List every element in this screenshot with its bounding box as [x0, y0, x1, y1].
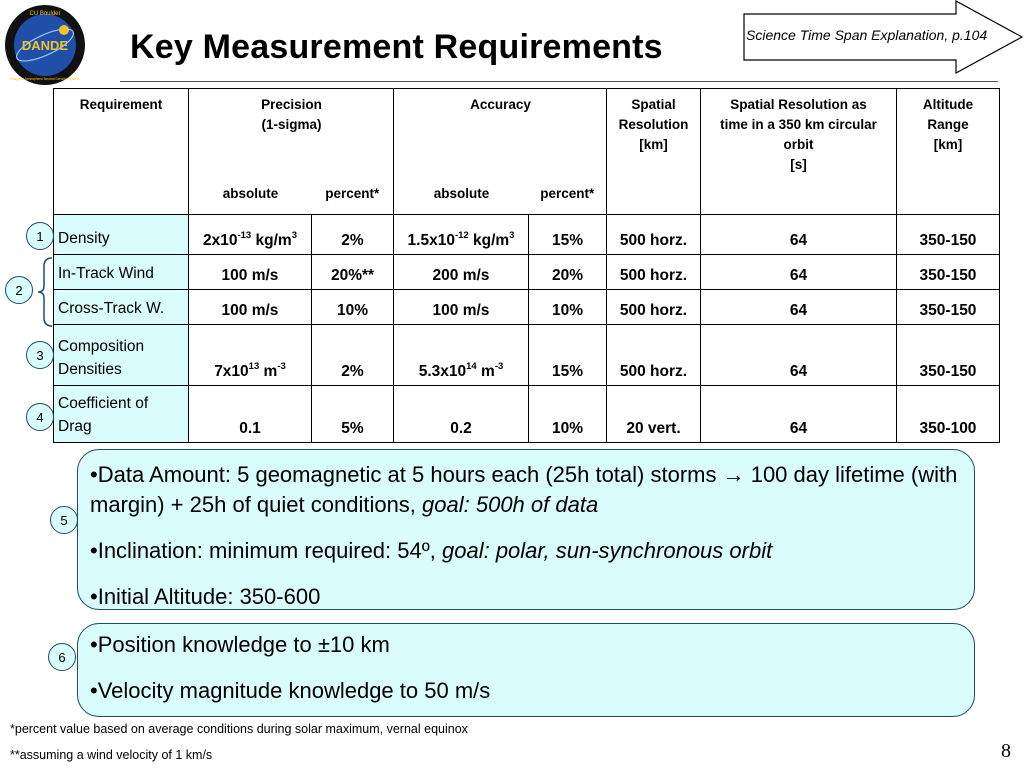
- header-time-line3: orbit: [783, 137, 814, 152]
- density-altitude: 350-150: [897, 215, 1000, 255]
- table-row: [54, 386, 1000, 443]
- drag-accuracy-percent: 10%: [529, 386, 607, 443]
- cross-track-precision-percent: 10%: [312, 290, 394, 325]
- header-accuracy-absolute: absolute: [433, 186, 490, 201]
- header-altitude-line3: [km]: [933, 137, 963, 152]
- bullet-velocity-knowledge: •Velocity magnitude knowledge to 50 m/s: [90, 678, 491, 703]
- composition-time: 64: [701, 325, 897, 386]
- table-row: [54, 215, 1000, 255]
- header-spatial-line3: [km]: [639, 137, 668, 152]
- row-label-drag-line2: Drag: [58, 418, 92, 435]
- number-badge-2: 2: [5, 276, 33, 304]
- number-badge-5: 5: [50, 506, 78, 534]
- cross-track-accuracy-percent: 10%: [529, 290, 607, 325]
- cross-track-spatial: 500 horz.: [607, 290, 701, 325]
- drag-accuracy-absolute: 0.2: [394, 386, 529, 443]
- page-title: Key Measurement Requirements: [130, 28, 663, 66]
- in-track-altitude: 350-150: [897, 255, 1000, 290]
- density-time: 64: [701, 215, 897, 255]
- cross-track-accuracy-absolute: 100 m/s: [394, 290, 529, 325]
- header-accuracy-percent: percent*: [529, 89, 607, 215]
- footnote-wind: **assuming a wind velocity of 1 km/s: [10, 748, 213, 762]
- header-spatial-line2: Resolution: [618, 117, 689, 132]
- header-spatial-time: [701, 89, 897, 215]
- requirements-table: [53, 88, 1000, 443]
- table-row: [54, 325, 1000, 386]
- header-time-line2: time in a 350 km circular: [720, 117, 877, 132]
- header-precision-absolute: absolute: [222, 186, 279, 201]
- brace-icon: [36, 256, 54, 328]
- logo-top-text: CU Boulder: [29, 11, 61, 17]
- header-time-line4: [s]: [790, 157, 807, 172]
- header-spatial-line1: Spatial: [631, 97, 676, 112]
- header-requirement: Requirement: [54, 89, 189, 215]
- drag-precision-percent: 5%: [312, 386, 394, 443]
- header-altitude: [897, 89, 1000, 215]
- row-label-in-track-wind: In-Track Wind: [54, 255, 189, 290]
- row-label-density: Density: [54, 215, 189, 255]
- footnote-percent: *percent value based on average conditions during solar maximum, vernal equinox: [10, 722, 468, 736]
- number-badge-1: 1: [26, 222, 54, 250]
- row-label-composition: [54, 325, 189, 386]
- bullet-initial-altitude: •Initial Altitude: 350-600: [90, 584, 321, 609]
- page-number: 8: [1001, 740, 1011, 762]
- density-precision-percent: 2%: [312, 215, 394, 255]
- header-precision-percent: percent*: [312, 89, 394, 215]
- row-label-cross-track: Cross-Track W.: [54, 290, 189, 325]
- header-accuracy: [394, 89, 529, 215]
- header-precision-line1: Precision: [261, 97, 322, 112]
- composition-precision-percent: 2%: [312, 325, 394, 386]
- data-requirements-box: [77, 449, 975, 610]
- knowledge-requirements-box: [77, 623, 975, 717]
- header-spatial-resolution: [607, 89, 701, 215]
- number-badge-4: 4: [26, 403, 54, 431]
- row-label-composition-line1: Composition: [58, 338, 145, 355]
- row-label-drag: [54, 386, 189, 443]
- header-accuracy-label: Accuracy: [470, 97, 531, 112]
- header-precision-line2: (1-sigma): [261, 117, 322, 132]
- in-track-precision-percent: 20%**: [312, 255, 394, 290]
- table-row: [54, 290, 1000, 325]
- header-precision: [189, 89, 322, 215]
- title-divider: [120, 81, 998, 82]
- in-track-accuracy-absolute: 200 m/s: [394, 255, 529, 290]
- composition-spatial: 500 horz.: [607, 325, 701, 386]
- drag-altitude: 350-100: [897, 386, 1000, 443]
- composition-accuracy-percent: 15%: [529, 325, 607, 386]
- density-spatial: 500 horz.: [607, 215, 701, 255]
- composition-precision-absolute: $7x10^{13}$ $m^{-3}$: [189, 325, 312, 386]
- drag-spatial: 20 vert.: [607, 386, 701, 443]
- composition-accuracy-absolute: $5.3x10^{14}$ $m^{-3}$: [394, 325, 529, 386]
- in-track-accuracy-percent: 20%: [529, 255, 607, 290]
- number-badge-3: 3: [26, 341, 54, 369]
- table-row: [54, 255, 1000, 290]
- number-badge-6: 6: [48, 643, 76, 671]
- bullet-data-amount: •Data Amount: 5 geomagnetic at 5 hours each (25h total) storms → 100 day lifetime (with margin) + 25h of quiet conditions, goal: 500h of data: [90, 462, 958, 517]
- cross-track-precision-absolute: 100 m/s: [189, 290, 312, 325]
- header-altitude-line2: Range: [927, 117, 969, 132]
- in-track-time: 64: [701, 255, 897, 290]
- density-accuracy-percent: 15%: [529, 215, 607, 255]
- drag-time: 64: [701, 386, 897, 443]
- header-time-line1: Spatial Resolution as: [730, 97, 867, 112]
- header-altitude-line1: Altitude: [922, 97, 974, 112]
- drag-precision-absolute: 0.1: [189, 386, 312, 443]
- row-label-composition-line2: Densities: [58, 361, 122, 378]
- table-header-row: [54, 89, 1000, 215]
- cross-track-time: 64: [701, 290, 897, 325]
- bullet-inclination: •Inclination: minimum required: 54º, goal: polar, sun-synchronous orbit: [90, 538, 773, 563]
- density-accuracy-absolute: $1.5x10^{-12}$ $kg/m^3$: [394, 215, 529, 255]
- dande-logo: [4, 4, 86, 86]
- cross-track-altitude: 350-150: [897, 290, 1000, 325]
- composition-altitude: 350-150: [897, 325, 1000, 386]
- row-label-drag-line1: Coefficient of: [58, 395, 149, 412]
- logo-bottom-text: Drag and Atmospheric Neutral Density Explorer: [10, 77, 80, 81]
- density-precision-absolute: $2x10^{-13}$ $kg/m^3$: [189, 215, 312, 255]
- logo-main-text: DANDE: [21, 38, 69, 53]
- callout-link-text[interactable]: Science Time Span Explanation, p.104: [746, 27, 988, 43]
- in-track-precision-absolute: 100 m/s: [189, 255, 312, 290]
- in-track-spatial: 500 horz.: [607, 255, 701, 290]
- bullet-position-knowledge: •Position knowledge to ±10 km: [90, 632, 390, 657]
